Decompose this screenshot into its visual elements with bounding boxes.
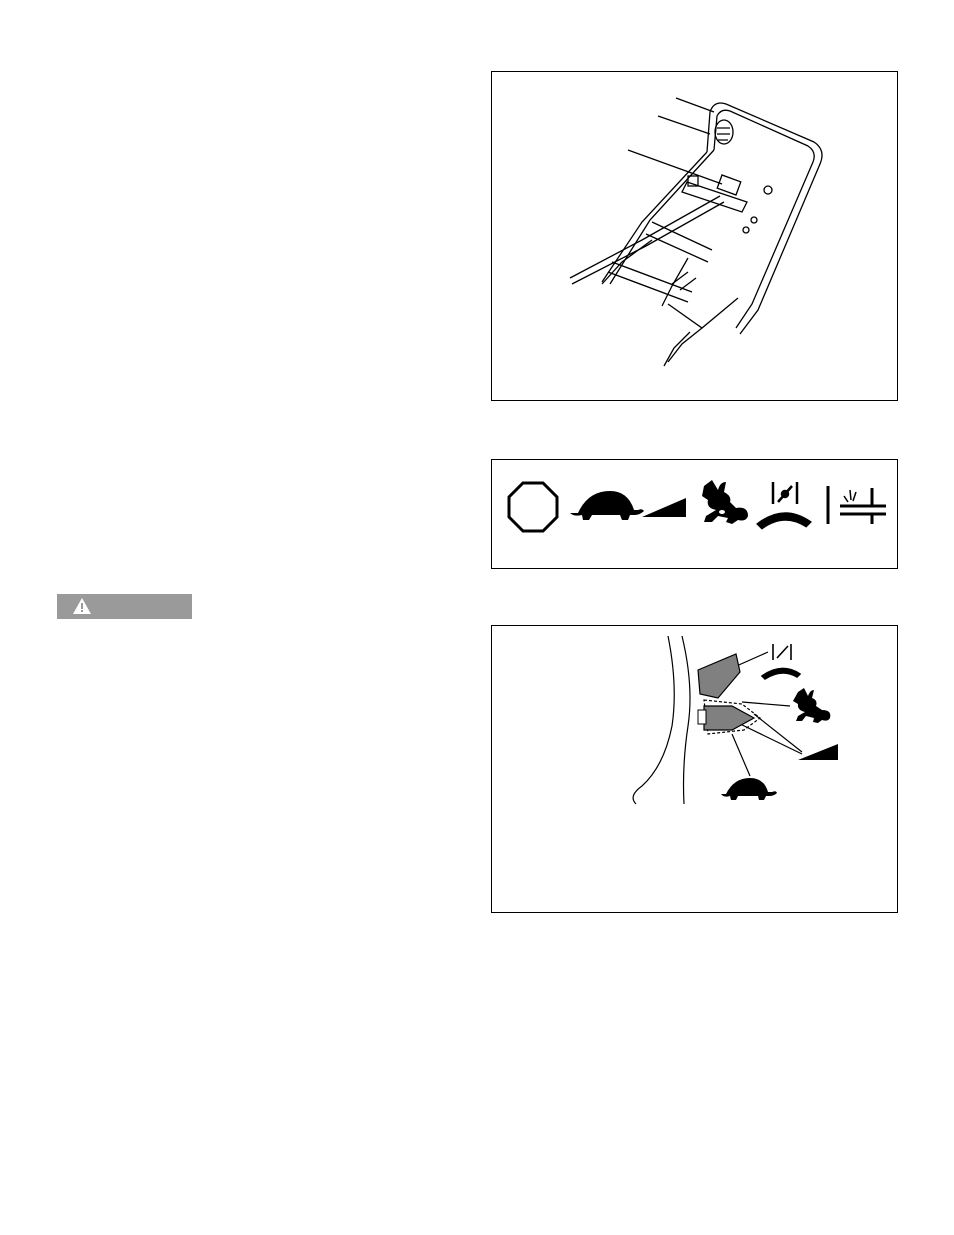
engine-stop-icon <box>828 486 886 524</box>
warning-triangle-icon <box>72 597 92 615</box>
handle-outer-rail <box>707 103 822 334</box>
control-cable <box>570 196 720 278</box>
control-symbols-row <box>492 460 897 568</box>
throttle-lever-figure <box>491 625 898 913</box>
callout-leader-3 <box>628 150 722 184</box>
handle-illustration-figure <box>491 71 898 401</box>
control-symbols-figure <box>491 459 898 569</box>
callout-leader-1 <box>676 98 714 112</box>
stop-octagon-icon <box>509 483 557 531</box>
speed-ramp-icon <box>642 498 686 517</box>
warning-banner <box>57 594 192 619</box>
speed-ramp-icon <box>798 744 838 760</box>
turtle-slow-icon <box>721 778 777 800</box>
turtle-slow-icon <box>570 491 644 520</box>
callout-leader-2 <box>658 116 710 134</box>
throttle-lever <box>704 706 754 730</box>
handle-drawing <box>492 72 897 400</box>
handle-tube-inner <box>682 636 690 804</box>
rabbit-fast-icon <box>793 688 830 723</box>
choke-icon <box>758 482 810 528</box>
lever-knob <box>717 175 741 195</box>
choke-icon <box>762 644 800 679</box>
handle-left-rail <box>602 152 707 282</box>
choke-lever <box>698 654 740 698</box>
throttle-lever-drawing <box>492 626 897 912</box>
handle-tube-outer <box>633 636 674 804</box>
rabbit-fast-icon <box>702 480 748 524</box>
